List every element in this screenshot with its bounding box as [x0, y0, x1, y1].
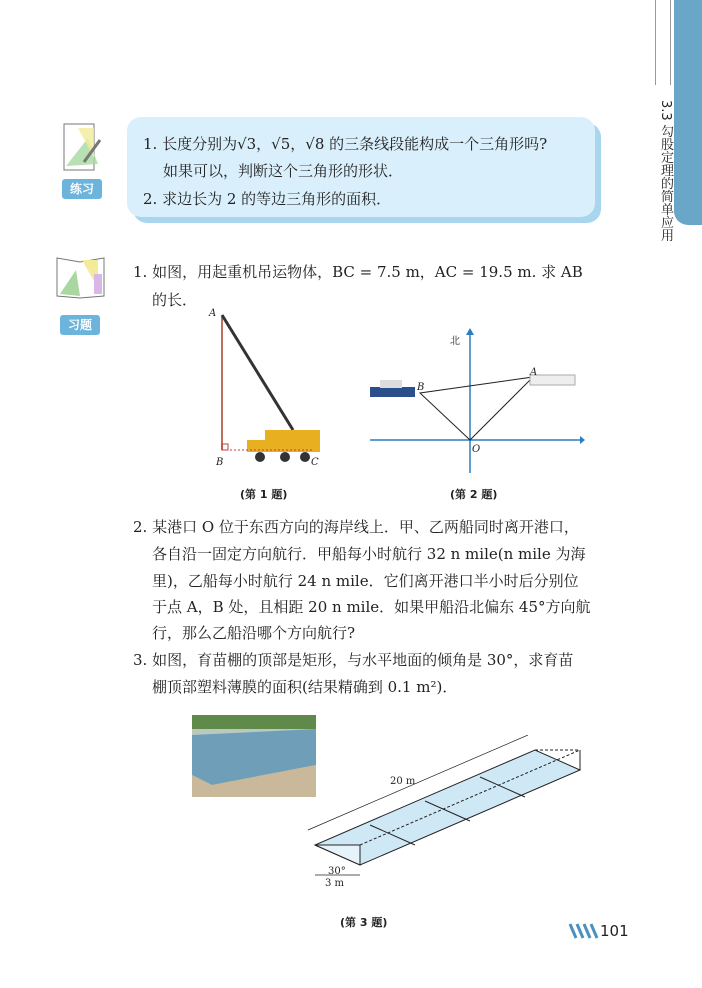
fig3-label-width: 3 m	[325, 878, 345, 889]
fig1-caption: (第 1 题)	[240, 488, 288, 501]
q3-line-2: 棚顶部塑料薄膜的面积(结果精确到 0.1 m²)．	[152, 678, 458, 696]
q2-line-2: 各自沿一固定方向航行．甲船每小时航行 32 n mile(n mile 为海	[152, 545, 586, 563]
fig2-label-o: O	[472, 444, 481, 455]
fig3-caption: (第 3 题)	[340, 916, 388, 929]
fig1-label-c: C	[311, 457, 319, 468]
practice-box	[127, 117, 595, 217]
margin-lines	[655, 0, 671, 85]
fig2-label-a: A	[530, 367, 538, 378]
practice-item-1: 1. 长度分别为√3，√5，√8 的三条线段能构成一个三角形吗?	[143, 135, 548, 153]
exercises-icon	[54, 248, 110, 304]
page-number-stripes	[568, 922, 600, 940]
chapter-title: 3.3 勾股定理的简单应用	[658, 100, 673, 242]
practice-icon	[58, 118, 108, 176]
page-number: 101	[600, 922, 629, 940]
fig3-label-angle: 30°	[328, 866, 346, 877]
q1-line-1: 1. 如图，用起重机吊运物体，BC = 7.5 m，AC = 19.5 m. 求 AB	[133, 263, 583, 281]
fig2-caption: (第 2 题)	[450, 488, 498, 501]
practice-badge: 练习	[62, 179, 102, 199]
q2-line-5: 行，那么乙船沿哪个方向航行?	[152, 624, 356, 642]
exercises-badge: 习题	[60, 315, 100, 335]
chapter-tab	[674, 0, 702, 225]
fig1-label-b: B	[216, 457, 224, 468]
fig2-label-north: 北	[450, 336, 460, 347]
fig3-label-length: 20 m	[390, 776, 416, 787]
q2-line-3: 里)，乙船每小时航行 24 n mile．它们离开港口半小时后分别位	[152, 572, 579, 590]
practice-item-1-cont: 如果可以，判断这个三角形的形状．	[163, 162, 404, 180]
practice-item-2: 2. 求边长为 2 的等边三角形的面积．	[143, 190, 392, 208]
greenhouse-photo	[192, 715, 316, 797]
greenhouse-roof-figure	[300, 735, 595, 885]
q3-line-1: 3. 如图，育苗棚的顶部是矩形，与水平地面的倾角是 30°，求育苗	[133, 651, 574, 669]
q2-line-4: 于点 A，B 处，且相距 20 n mile．如果甲船沿北偏东 45°方向航	[152, 598, 591, 616]
fig2-label-b: B	[417, 382, 425, 393]
fig1-label-a: A	[209, 308, 217, 319]
crane-figure	[205, 305, 330, 475]
q2-line-1: 2. 某港口 O 位于东西方向的海岸线上．甲、乙两船同时离开港口，	[133, 518, 579, 536]
q1-line-2: 的长．	[152, 291, 198, 309]
